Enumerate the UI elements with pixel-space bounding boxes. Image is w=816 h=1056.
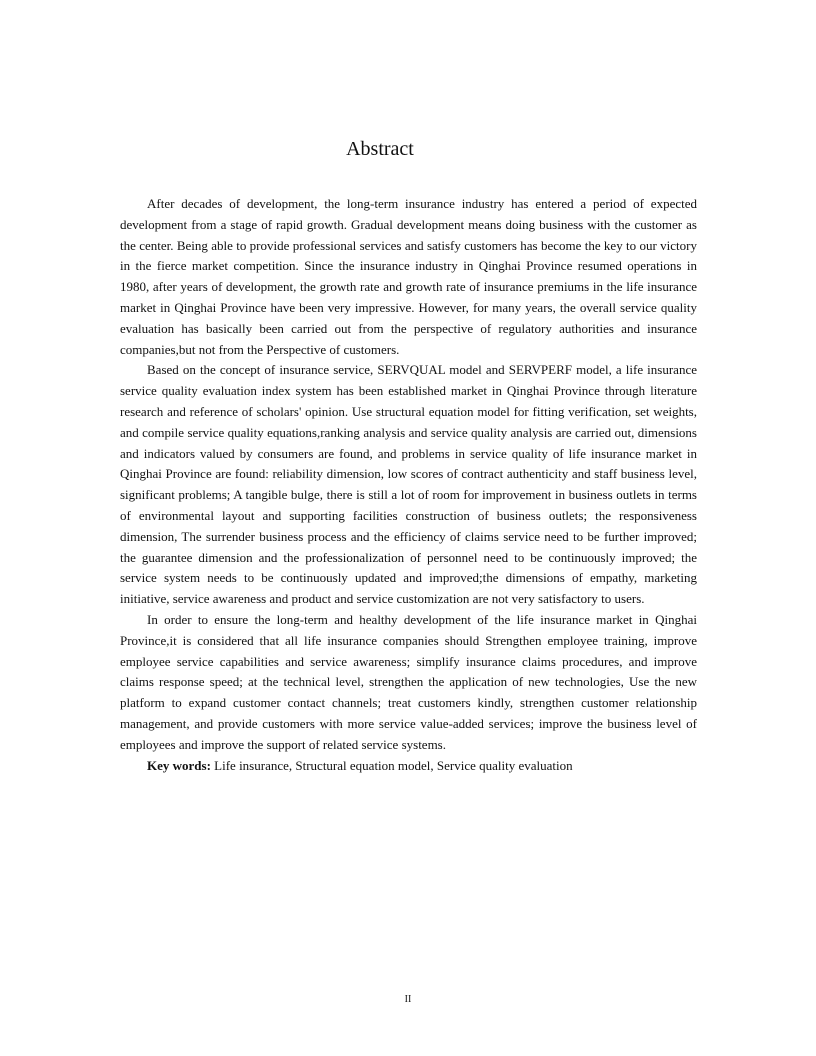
page-title: Abstract (346, 138, 414, 160)
abstract-paragraph: Based on the concept of insurance service, SERVQUAL model and SERVPERF model, a life insurance service quality evaluation index system has been established market in Qinghai Province through literature research and reference of scholars' opinion. Use structural equation model for fitting verification, set weights, and compile service quality equations,ranking analysis and service quality analysis are carried out, dimensions and indicators valued by consumers are found, and problems in service quality of life insurance market in Qinghai Province are found: reliability dimension, low scores of contract authenticity and staff business level, significant problems; A tangible bulge, there is still a lot of room for improvement in business outlets in terms of environmental layout and supporting facilities construction of business outlets; the responsiveness dimension, The surrender business process and the efficiency of claims service need to be further improved; the guarantee dimension and the professionalization of personnel need to be continuously improved; the service system needs to be continuously updated and improved;the dimensions of empathy, marketing initiative, service awareness and product and service customization are not very satisfactory to users. (120, 362, 697, 607)
keywords-text: Life insurance, Structural equation model, Service quality evaluation (210, 757, 573, 773)
abstract-paragraph: In order to ensure the long-term and healthy development of the life insurance market in Qinghai Province,it is considered that all life insurance companies should Strengthen employee training, improve employee service capabilities and service awareness; simplify insurance claims procedures, and improve claims response speed; at the technical level, strengthen the application of new technologies, Use the new platform to expand customer contact channels; treat customers kindly, strengthen customer relationship management, and provide customers with more service value-added services; improve the business level of employees and improve the support of related service systems. (120, 611, 697, 752)
abstract-paragraph: After decades of development, the long-term insurance industry has entered a period of expected development from a stage of rapid growth. Gradual development means doing business with the customer as the center. Being able to provide professional services and satisfy customers has become the key to our victory in the fierce market competition. Since the insurance industry in Qinghai Province resumed operations in 1980, after years of development, the growth rate and growth rate of insurance premiums in the life insurance market in Qinghai Province have been very impressive. However, for many years, the overall service quality evaluation has basically been carried out from the perspective of regulatory authorities and insurance companies,but not from the Perspective of customers. (120, 196, 697, 357)
keywords-line (120, 756, 697, 777)
page-number: II (404, 994, 412, 1005)
keywords-label: Key words: (147, 757, 211, 773)
abstract-body (120, 194, 697, 776)
